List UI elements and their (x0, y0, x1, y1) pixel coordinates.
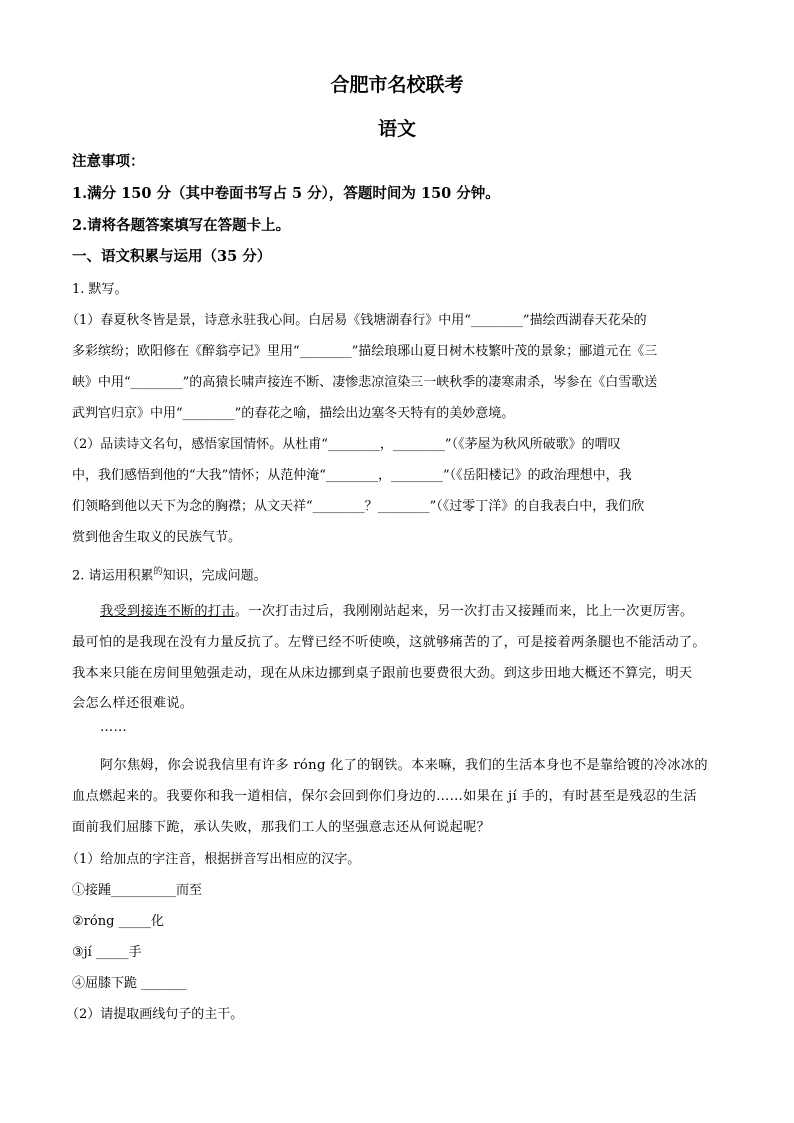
notice-item-2: 2.请将各题答案填写在答题卡上。 (72, 217, 291, 234)
q2-sub1-instruction: （1）给加点的字注音，根据拼音写出相应的汉字。 (66, 852, 361, 867)
q1-part2-line: （2）品读诗文名句，感悟家国情怀。从杜甫“________，________”（《茅屋为秋风所破歌》的喟叹 (66, 437, 621, 452)
q2-item-1: ①接踵__________而至 (72, 883, 203, 898)
q2-sub2-instruction: （2）请提取画线句子的主干。 (66, 1007, 244, 1022)
q2-item-4: ④屈膝下跪 _______ (72, 976, 187, 991)
passage-text: 。一次打击过后，我刚刚站起来，另一次打击又接踵而来，比上一次更厉害。 (234, 604, 694, 619)
section-heading: 一、语文积累与运用（35 分） (72, 248, 272, 265)
question-2-label (72, 564, 267, 583)
q2-item-2: ②róng _____化 (72, 914, 165, 929)
q1-part2-line: 中，我们感悟到他的“大我”情怀；从范仲淹“________，________”（《岳阳楼记》的政治理想中，我 (72, 468, 632, 483)
passage-line: 会怎么样还很难说。 (72, 696, 194, 711)
notice-item-1: 1.满分 150 分（其中卷面书写占 5 分），答题时间为 150 分钟。 (72, 185, 500, 202)
passage-line: 阿尔焦姆，你会说我信里有许多 róng 化了的钢铁。本来嘛，我们的生活本身也不是靠给镀的冷冰冰的 (100, 758, 708, 773)
q1-part2-line: 们领略到他以天下为念的胸襟；从文天祥“________？________”（《过零丁洋》的自我表白中，我们欣 (72, 499, 645, 514)
exam-subject: 语文 (377, 118, 416, 140)
passage-line: 我本来只能在房间里勉强走动，现在从床边挪到桌子跟前也要费很大劲。到这步田地大概还不算完，明天 (72, 666, 693, 681)
passage-ellipsis: …… (100, 720, 127, 735)
underlined-sentence: 我受到接连不断的打击 (100, 604, 235, 619)
q1-part1-line: （1）春夏秋冬皆是景，诗意永驻我心间。白居易《钱塘湖春行》中用“________”描绘西湖春天花朵的 (66, 313, 647, 328)
passage-line: 最可怕的是我现在没有力量反抗了。左臂已经不听使唤，这就够痛苦的了，可是接着两条腿也不能活动了。 (72, 635, 706, 650)
q1-part1-line: 峡》中用“________”的高猿长啸声接连不断、凄惨悲凉渲染三一峡秋季的凄寒肃杀，岑参在《白雪歌送 (72, 375, 658, 390)
q2-item-3: ③jí _____手 (72, 945, 142, 960)
notice-heading: 注意事项： (72, 153, 145, 170)
passage-line: 血点燃起来的。我要你和我一道相信，保尔会回到你们身边的……如果在 jí 手的，有时甚至是残忍的生活 (72, 789, 697, 804)
exam-title: 合肥市名校联考 (330, 74, 464, 96)
q1-part1-line: 多彩缤纷；欧阳修在《醉翁亭记》里用“________”描绘琅琊山夏日树木枝繁叶茂的景象；郦道元在《三 (72, 344, 658, 359)
q2-label-mark: 的 (153, 567, 163, 577)
passage-line: 面前我们屈膝下跪，承认失败，那我们工人的坚强意志还从何说起呢？ (72, 820, 491, 835)
question-1-label: 1. 默写。 (72, 282, 128, 297)
q2-label-end: 知识，完成问题。 (162, 568, 267, 584)
q1-part1-line: 武判官归京》中用“________”的春花之喻，描绘出边塞冬天特有的美妙意境。 (72, 406, 515, 421)
q1-part2-line: 赏到他舍生取义的民族气节。 (72, 530, 242, 545)
q2-label-start: 2. 请运用积累 (72, 568, 154, 584)
passage-line (100, 600, 693, 619)
